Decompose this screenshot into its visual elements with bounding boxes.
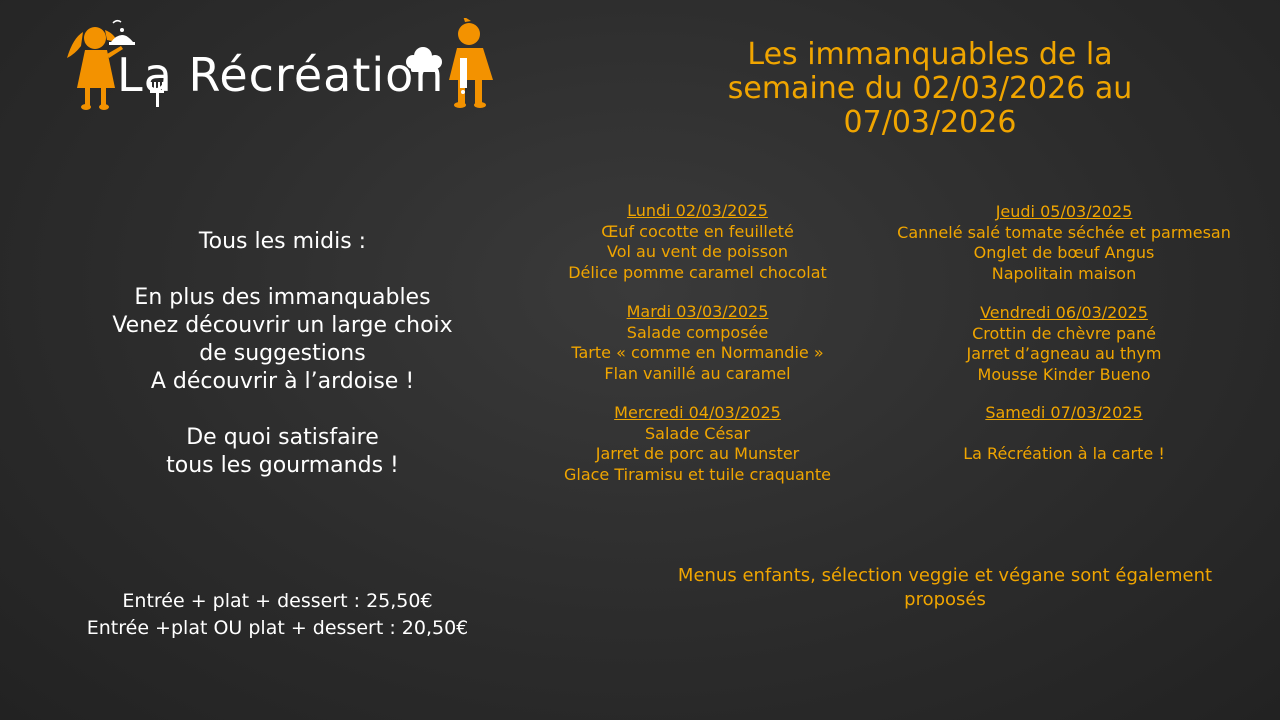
- logo: [55, 18, 505, 113]
- day-heading: Jeudi 05/03/2025: [995, 202, 1133, 221]
- day-menu-lundi: [530, 201, 865, 283]
- day-menu-mardi: [530, 302, 865, 384]
- boy-chef-icon: [449, 18, 493, 108]
- dish-main: Tarte « comme en Normandie »: [571, 343, 824, 362]
- dish-dessert: Mousse Kinder Bueno: [977, 364, 1151, 384]
- day-heading: Lundi 02/03/2025: [627, 201, 768, 220]
- dish-dessert: Délice pomme caramel chocolat: [568, 262, 827, 282]
- price-line: Entrée +plat OU plat + dessert : 20,50€: [86, 617, 469, 639]
- intro-line: De quoi satisfaire: [186, 425, 379, 450]
- day-heading: Mercredi 04/03/2025: [614, 403, 781, 422]
- day-heading: Samedi 07/03/2025: [985, 403, 1143, 422]
- intro-block: [60, 228, 505, 480]
- intro-line: En plus des immanquables: [134, 285, 431, 310]
- dish-main: Vol au vent de poisson: [607, 242, 788, 261]
- dish-dessert: Glace Tiramisu et tuile craquante: [563, 464, 832, 484]
- day-menu-mercredi: [530, 403, 865, 485]
- dish-starter: Œuf cocotte en feuilleté: [601, 221, 794, 241]
- dish-starter: Crottin de chèvre pané: [972, 323, 1156, 343]
- day-heading: Vendredi 06/03/2025: [980, 303, 1148, 322]
- day-menu-vendredi: [858, 303, 1270, 385]
- dish-dessert: Flan vanillé au caramel: [604, 363, 791, 383]
- day-heading: Mardi 03/03/2025: [626, 302, 769, 321]
- day-menu-jeudi: [858, 202, 1270, 284]
- intro-line: A découvrir à l’ardoise !: [150, 369, 415, 394]
- page-title: Les immanquables de la semaine du 02/03/2026 au 07/03/2026: [727, 37, 1133, 140]
- footer-note: Menus enfants, sélection veggie et végane sont également proposés: [677, 565, 1213, 610]
- cloche-icon: [109, 21, 135, 45]
- dish-starter: Salade composée: [626, 322, 769, 342]
- intro-line: Tous les midis :: [198, 229, 367, 254]
- price-block: [40, 588, 515, 642]
- dish-main: Onglet de bœuf Angus: [973, 243, 1155, 262]
- dish-main: Jarret d’agneau au thym: [966, 344, 1162, 363]
- dish-starter: Salade César: [644, 423, 751, 443]
- intro-line: tous les gourmands !: [166, 453, 399, 478]
- price-line: Entrée + plat + dessert : 25,50€: [122, 590, 433, 612]
- day-menu-samedi: [858, 403, 1270, 465]
- dish-note: La Récréation à la carte !: [963, 444, 1165, 463]
- dish-main: Jarret de porc au Munster: [595, 444, 800, 463]
- dish-dessert: Napolitain maison: [991, 263, 1137, 283]
- intro-line: de suggestions: [199, 341, 366, 366]
- logo-text: La Récréation: [117, 48, 445, 102]
- dish-starter: Cannelé salé tomate séchée et parmesan: [897, 222, 1231, 242]
- intro-line: Venez découvrir un large choix: [112, 313, 453, 338]
